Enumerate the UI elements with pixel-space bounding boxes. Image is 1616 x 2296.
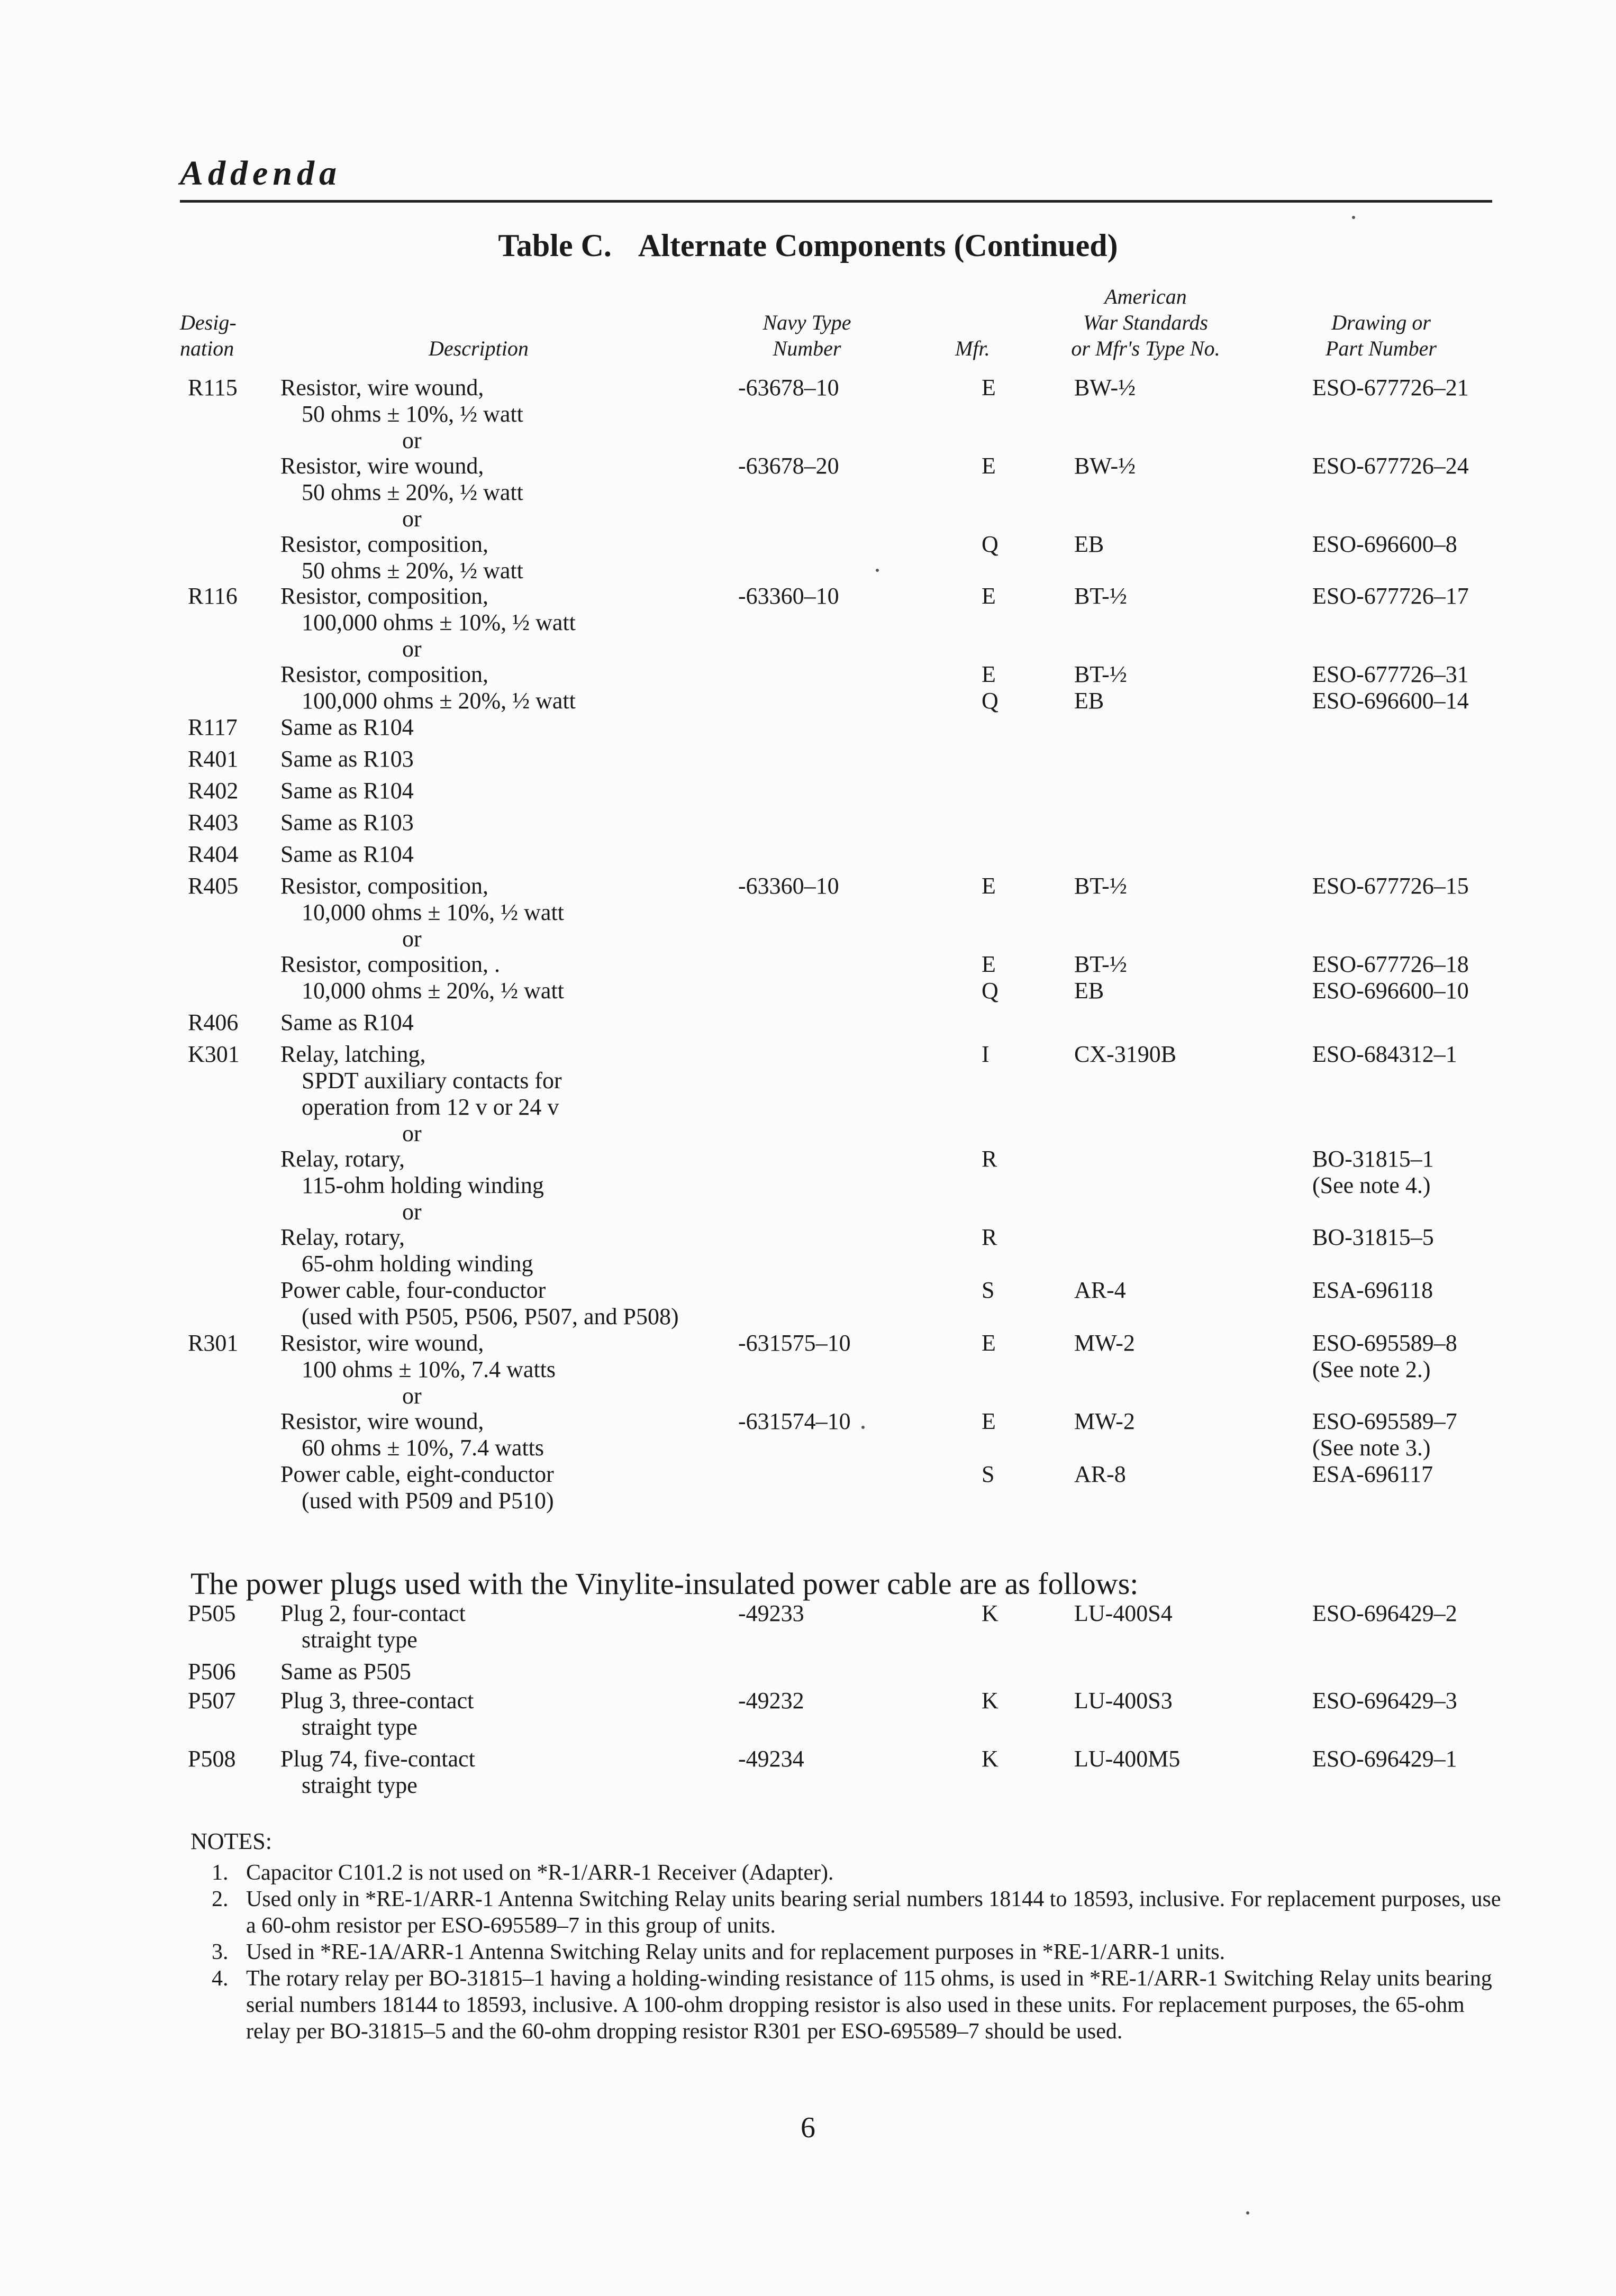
column-header-line: Navy Type [762,311,851,334]
designation-cell: R117 [188,714,238,740]
description-cell: Same as R103 [280,809,414,835]
description-cell: Plug 74, five-contact [280,1746,475,1772]
description-cell: Resistor, composition, [280,873,489,899]
description-cell: (used with P505, P506, P507, and P508) [302,1304,679,1329]
navy-type-number-cell: -49233 [738,1600,804,1626]
war-standards-type-cell: BW-½ [1074,453,1136,479]
note-text: Capacitor C101.2 is not used on *R-1/ARR-1 Receiver (Adapter). [246,1861,834,1885]
description-cell: or [402,1199,422,1225]
description-cell: Resistor, composition, [280,583,489,609]
navy-type-number-cell: -49232 [738,1688,804,1714]
column-header-line: Drawing or [1331,311,1431,334]
manufacturer-cell: E [982,661,996,687]
description-cell: Plug 3, three-contact [280,1688,474,1714]
notes-heading: NOTES: [190,1828,272,1854]
description-cell: straight type [302,1714,417,1740]
description-cell: Resistor, wire wound, [280,375,484,400]
war-standards-type-cell: BW-½ [1074,375,1136,400]
manufacturer-cell: S [982,1277,995,1303]
navy-type-number-cell: -63360–10 [738,873,839,899]
description-cell: straight type [302,1772,417,1798]
navy-type-number-cell: -49234 [738,1746,804,1772]
description-cell: Same as R104 [280,714,414,740]
page-number: 6 [801,2111,815,2144]
manufacturer-cell: E [982,1330,996,1356]
part-number-cell: ESO-696600–14 [1312,688,1469,714]
manufacturer-cell: E [982,1408,996,1434]
manufacturer-cell: Q [982,688,998,714]
note-item [212,1860,1513,1886]
column-header-navy-type [743,309,870,361]
manufacturer-cell: E [982,583,996,609]
table-title-text: Alternate Components (Continued) [638,228,1118,263]
description-cell: Resistor, wire wound, [280,453,484,479]
scan-speck [1352,216,1355,219]
description-cell: 115-ohm holding winding [302,1172,544,1198]
part-number-cell: (See note 2.) [1312,1356,1431,1382]
description-cell: Plug 2, four-contact [280,1600,466,1626]
column-header-line: Desig- [180,311,237,334]
table-title [0,227,1616,264]
manufacturer-cell: I [982,1041,989,1067]
description-cell: Same as R103 [280,746,414,772]
running-header: Addenda [180,154,342,193]
manufacturer-cell: E [982,453,996,479]
description-cell: SPDT auxiliary contacts for [302,1068,562,1094]
column-header-part-number [1302,309,1460,361]
part-number-cell: ESO-677726–18 [1312,951,1469,977]
designation-cell: R401 [188,746,239,772]
description-cell: or [402,427,422,453]
plugs-intro-sentence: The power plugs used with the Vinylite-insulated power cable are as follows: [190,1566,1139,1601]
description-cell: Same as R104 [280,778,414,804]
description-cell: 60 ohms ± 10%, 7.4 watts [302,1435,544,1461]
note-text: Used only in *RE-1/ARR-1 Antenna Switching Relay units bearing serial numbers 18144 to 18593, inclusive. For replacement purposes, use a 60-ohm resistor per ESO-695589–7 in this group of units. [246,1887,1501,1938]
war-standards-type-cell: AR-8 [1074,1461,1126,1487]
designation-cell: R115 [188,375,238,400]
designation-cell: R405 [188,873,239,899]
description-cell: Resistor, wire wound, [280,1408,484,1434]
description-cell: 10,000 ohms ± 20%, ½ watt [302,978,564,1004]
description-cell: Power cable, eight-conductor [280,1461,554,1487]
war-standards-type-cell: BT-½ [1074,583,1127,609]
war-standards-type-cell: EB [1074,531,1104,557]
war-standards-type-cell: CX-3190B [1074,1041,1177,1067]
part-number-cell: ESO-695589–7 [1312,1408,1457,1434]
navy-type-number-cell: -631575–10 [738,1330,851,1356]
war-standards-type-cell: MW-2 [1074,1330,1135,1356]
description-cell: operation from 12 v or 24 v [302,1094,559,1120]
manufacturer-cell: E [982,951,996,977]
navy-type-number-cell: -63678–20 [738,453,839,479]
column-header-line: nation [180,336,234,360]
war-standards-type-cell: EB [1074,978,1104,1004]
manufacturer-cell: Q [982,531,998,557]
note-text: Used in *RE-1A/ARR-1 Antenna Switching Relay units and for replacement purposes in *RE-1/ARR-1 units. [246,1940,1225,1964]
part-number-cell: (See note 3.) [1312,1435,1431,1461]
description-cell: or [402,1383,422,1409]
part-number-cell: ESO-695589–8 [1312,1330,1457,1356]
designation-cell: P505 [188,1600,236,1626]
note-number: 4. [212,1966,229,1991]
part-number-cell: ESO-696600–8 [1312,531,1457,557]
description-cell: Same as P505 [280,1659,411,1684]
war-standards-type-cell: LU-400S4 [1074,1600,1173,1626]
part-number-cell: ESA-696118 [1312,1277,1433,1303]
description-cell: Resistor, composition, [280,531,489,557]
description-cell: or [402,636,422,662]
description-cell: or [402,506,422,532]
designation-cell: R406 [188,1009,239,1035]
column-header-line: Number [773,336,841,360]
war-standards-type-cell: LU-400S3 [1074,1688,1173,1714]
manufacturer-cell: S [982,1461,995,1487]
part-number-cell: ESO-696429–3 [1312,1688,1457,1714]
description-cell: or [402,1120,422,1146]
navy-type-number-cell: -63678–10 [738,375,839,400]
description-cell: Resistor, composition, . [280,951,501,977]
part-number-cell: ESO-696600–10 [1312,978,1469,1004]
description-cell: 50 ohms ± 20%, ½ watt [302,479,523,505]
column-header-designation [180,309,237,361]
manufacturer-cell: K [982,1746,998,1772]
designation-cell: R402 [188,778,239,804]
war-standards-type-cell: LU-400M5 [1074,1746,1181,1772]
scan-speck [1246,2211,1249,2215]
description-cell: Resistor, composition, [280,661,489,687]
designation-cell: R116 [188,583,238,609]
description-cell: Resistor, wire wound, [280,1330,484,1356]
part-number-cell: BO-31815–5 [1312,1224,1434,1250]
designation-cell: R403 [188,809,239,835]
manufacturer-cell: R [982,1224,997,1250]
note-text: The rotary relay per BO-31815–1 having a holding-winding resistance of 115 ohms, is used in *RE-1/ARR-1 Switching Relay units bearing serial numbers 18144 to 18593, inclusive. A 100-ohm dropping resistor is also used in these units. For replacement purposes, the 65-ohm relay per BO-31815–5 and the 60-ohm dropping resistor R301 per ESO-695589–7 should be used. [246,1966,1492,2044]
scan-speck [876,569,879,572]
description-cell: or [402,926,422,952]
part-number-cell: ESO-677726–15 [1312,873,1469,899]
war-standards-type-cell: AR-4 [1074,1277,1126,1303]
description-cell: 10,000 ohms ± 10%, ½ watt [302,899,564,925]
scan-speck [861,1426,865,1429]
war-standards-type-cell: BT-½ [1074,661,1127,687]
designation-cell: R301 [188,1330,239,1356]
description-cell: 50 ohms ± 20%, ½ watt [302,558,523,584]
designation-cell: R404 [188,841,239,867]
war-standards-type-cell: MW-2 [1074,1408,1135,1434]
description-cell: Relay, rotary, [280,1146,405,1172]
description-cell: straight type [302,1627,417,1653]
description-cell: Relay, rotary, [280,1224,405,1250]
part-number-cell: ESO-696429–2 [1312,1600,1457,1626]
description-cell: Same as R104 [280,1009,414,1035]
designation-cell: P508 [188,1746,236,1772]
column-header-line: American [1104,285,1187,308]
manufacturer-cell: E [982,375,996,400]
description-cell: 100,000 ohms ± 10%, ½ watt [302,609,576,635]
part-number-cell: ESO-677726–31 [1312,661,1469,687]
note-number: 1. [212,1861,229,1885]
designation-cell: K301 [188,1041,240,1067]
header-rule [180,200,1492,203]
description-cell: 50 ohms ± 10%, ½ watt [302,401,523,427]
designation-cell: P506 [188,1659,236,1684]
column-header-war-standards [1037,284,1254,361]
part-number-cell: ESA-696117 [1312,1461,1433,1487]
navy-type-number-cell: -63360–10 [738,583,839,609]
description-cell: (used with P509 and P510) [302,1488,554,1514]
note-number: 3. [212,1940,229,1964]
table-title-label: Table C. [498,228,612,263]
description-cell: Same as R104 [280,841,414,867]
designation-cell: P507 [188,1688,236,1714]
manufacturer-cell: K [982,1688,998,1714]
manufacturer-cell: K [982,1600,998,1626]
manufacturer-cell: Q [982,978,998,1004]
column-header-mfr: Mfr. [955,336,990,360]
description-cell: Power cable, four-conductor [280,1277,546,1303]
part-number-cell: ESO-677726–21 [1312,375,1469,400]
part-number-cell: ESO-696429–1 [1312,1746,1457,1772]
manufacturer-cell: R [982,1146,997,1172]
column-header-line: or Mfr's Type No. [1071,336,1220,360]
part-number-cell: (See note 4.) [1312,1172,1431,1198]
part-number-cell: ESO-677726–17 [1312,583,1469,609]
part-number-cell: ESO-677726–24 [1312,453,1469,479]
part-number-cell: BO-31815–1 [1312,1146,1434,1172]
war-standards-type-cell: EB [1074,688,1104,714]
description-cell: 100 ohms ± 10%, 7.4 watts [302,1356,556,1382]
manufacturer-cell: E [982,873,996,899]
description-cell: 100,000 ohms ± 20%, ½ watt [302,688,576,714]
war-standards-type-cell: BT-½ [1074,873,1127,899]
note-item [212,1965,1513,2045]
description-cell: Relay, latching, [280,1041,426,1067]
note-item [212,1886,1513,1939]
column-header-description: Description [429,336,529,360]
war-standards-type-cell: BT-½ [1074,951,1127,977]
navy-type-number-cell: -631574–10 [738,1408,851,1434]
note-number: 2. [212,1887,229,1911]
note-item [212,1939,1513,1965]
column-header-line: War Standards [1083,311,1208,334]
part-number-cell: ESO-684312–1 [1312,1041,1457,1067]
description-cell: 65-ohm holding winding [302,1251,533,1277]
column-header-line: Part Number [1326,336,1437,360]
